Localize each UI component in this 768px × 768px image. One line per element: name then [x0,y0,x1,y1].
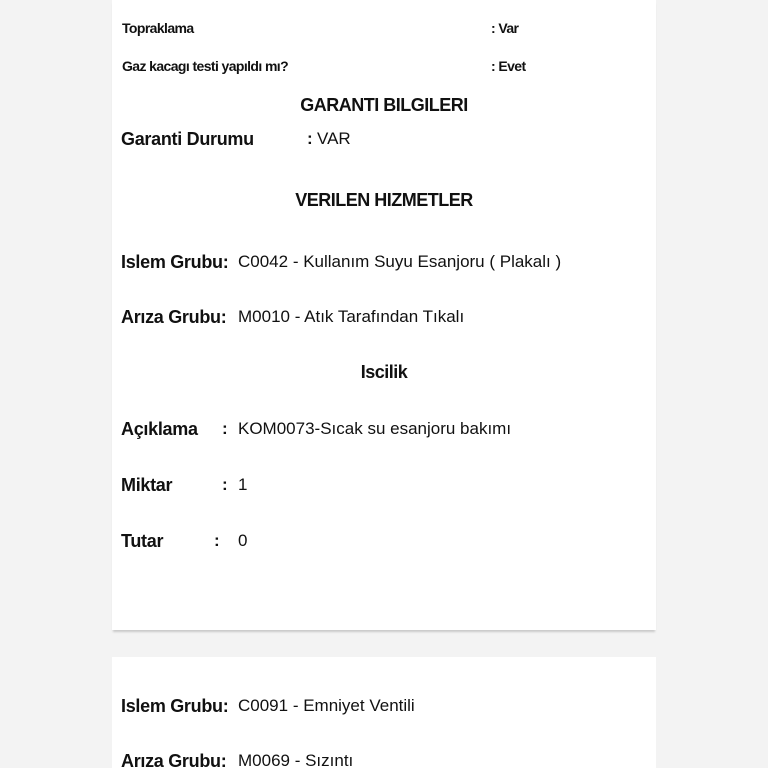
service-details-card [112,0,656,630]
grounding-value: : Var [491,20,519,36]
process-group-value: C0042 - Kullanım Suyu Esanjoru ( Plakalı ) [238,252,562,271]
amount-colon: : [214,531,220,550]
process-group-value: C0091 - Emniyet Ventili [238,696,415,715]
description-value: KOM0073-Sıcak su esanjoru bakımı [238,419,512,438]
quantity-value: 1 [238,475,248,494]
fault-group-label: Arıza Grubu: [121,751,227,768]
second-service-card [112,657,656,768]
gas-leak-test-value: : Evet [491,58,526,74]
grounding-label: Topraklama [122,20,194,36]
amount-label: Tutar [121,531,164,551]
fault-group-value: M0010 - Atık Tarafından Tıkalı [238,307,465,326]
services-heading: VERILEN HIZMETLER [295,190,473,210]
warranty-status-label: Garanti Durumu [121,129,254,149]
warranty-heading: GARANTI BILGILERI [300,95,468,115]
amount-value: 0 [238,531,248,550]
description-label: Açıklama [121,419,198,439]
labor-heading: Iscilik [360,362,408,382]
warranty-status-value: VAR [317,129,351,148]
description-colon: : [222,419,228,438]
warranty-status-colon: : [307,129,313,148]
gas-leak-test-label: Gaz kacagı testi yapıldı mı? [122,58,289,74]
fault-group-value: M0069 - Sızıntı [238,751,354,768]
process-group-label: Islem Grubu: [121,696,229,716]
quantity-label: Miktar [121,475,173,495]
process-group-label: Islem Grubu: [121,252,229,272]
fault-group-label: Arıza Grubu: [121,307,227,327]
quantity-colon: : [222,475,228,494]
